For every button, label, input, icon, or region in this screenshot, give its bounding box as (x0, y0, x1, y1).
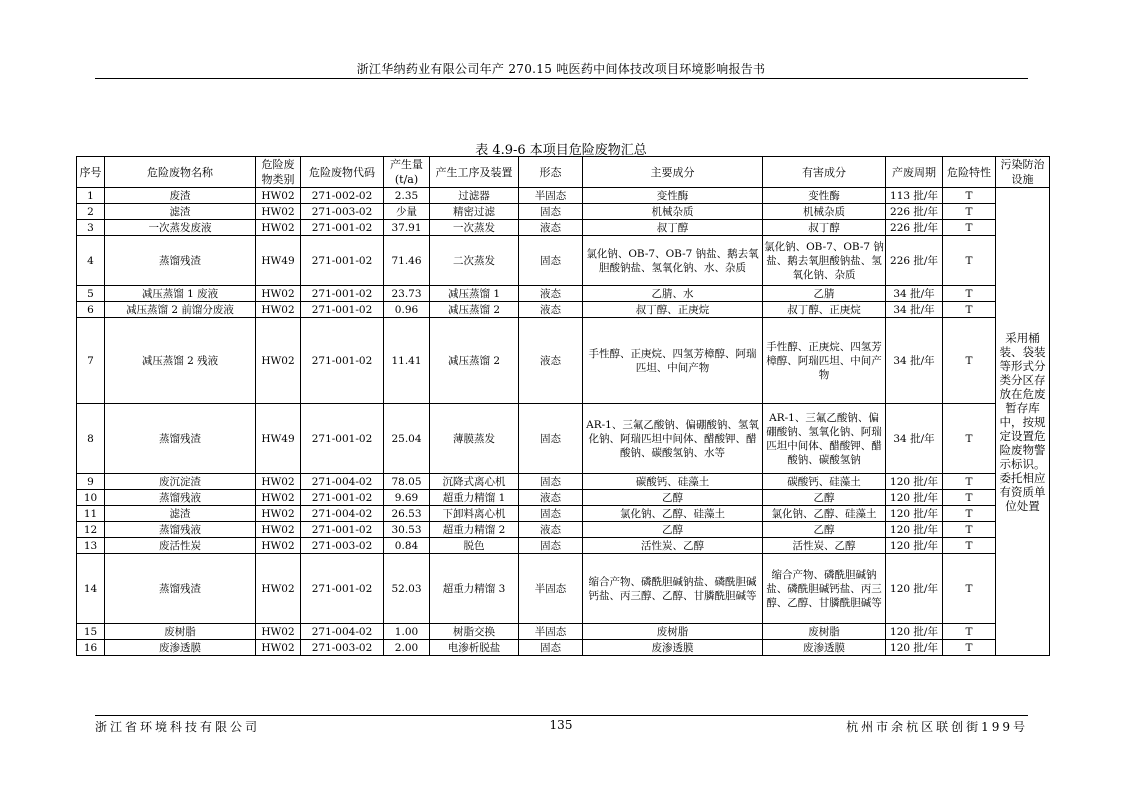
cell-form: 固态 (519, 404, 583, 474)
col-header-process: 产生工序及装置 (430, 157, 519, 188)
col-header-code: 危险废物代码 (301, 157, 384, 188)
cell-harmful: 乙醇 (763, 490, 886, 506)
cell-harmful: 碳酸钙、硅藻土 (763, 474, 886, 490)
cell-no: 6 (77, 302, 105, 318)
cell-no: 16 (77, 640, 105, 656)
cell-hazard: T (943, 204, 996, 220)
cell-category: HW02 (256, 286, 301, 302)
footer-address: 杭州市余杭区联创街199号 (846, 720, 1028, 734)
cell-no: 1 (77, 188, 105, 204)
cell-harmful: 氯化钠、OB-7、OB-7 钠盐、鹅去氧胆酸钠盐、氢氧化钠、杂质 (763, 236, 886, 286)
cell-hazard: T (943, 640, 996, 656)
cell-hazard: T (943, 404, 996, 474)
cell-cycle: 120 批/年 (886, 506, 943, 522)
col-header-form: 形态 (519, 157, 583, 188)
cell-main: 废渗透膜 (583, 640, 763, 656)
cell-process: 过滤器 (430, 188, 519, 204)
cell-process: 超重力精馏 1 (430, 490, 519, 506)
cell-category: HW02 (256, 302, 301, 318)
cell-name: 蒸馏残渣 (105, 236, 256, 286)
cell-main: 手性醇、正庚烷、四氢芳樟醇、阿瑞匹坦、中间产物 (583, 318, 763, 404)
page-number: 135 (549, 718, 573, 732)
col-header-category: 危险废物类别 (256, 157, 301, 188)
cell-main: 碳酸钙、硅藻土 (583, 474, 763, 490)
cell-cycle: 120 批/年 (886, 640, 943, 656)
cell-name: 废沉淀渣 (105, 474, 256, 490)
cell-hazard: T (943, 286, 996, 302)
cell-amount: 23.73 (384, 286, 430, 302)
cell-form: 液态 (519, 220, 583, 236)
cell-category: HW02 (256, 538, 301, 554)
cell-category: HW49 (256, 404, 301, 474)
cell-no: 15 (77, 624, 105, 640)
cell-no: 9 (77, 474, 105, 490)
cell-amount: 1.00 (384, 624, 430, 640)
cell-name: 废活性炭 (105, 538, 256, 554)
cell-hazard: T (943, 474, 996, 490)
cell-code: 271-001-02 (301, 236, 384, 286)
cell-cycle: 120 批/年 (886, 538, 943, 554)
table-row (77, 624, 1050, 640)
hazardous-waste-table (76, 156, 1050, 656)
cell-form: 固态 (519, 640, 583, 656)
cell-form: 半固态 (519, 188, 583, 204)
cell-code: 271-003-02 (301, 204, 384, 220)
cell-process: 沉降式离心机 (430, 474, 519, 490)
cell-form: 固态 (519, 236, 583, 286)
cell-category: HW02 (256, 624, 301, 640)
cell-harmful: 活性炭、乙醇 (763, 538, 886, 554)
cell-name: 蒸馏残渣 (105, 554, 256, 624)
cell-harmful: 废树脂 (763, 624, 886, 640)
table-row (77, 286, 1050, 302)
cell-no: 8 (77, 404, 105, 474)
table-row (77, 302, 1050, 318)
cell-hazard: T (943, 490, 996, 506)
cell-main: 氯化钠、乙醇、硅藻土 (583, 506, 763, 522)
cell-cycle: 120 批/年 (886, 554, 943, 624)
cell-category: HW02 (256, 188, 301, 204)
cell-process: 减压蒸馏 2 (430, 302, 519, 318)
cell-category: HW02 (256, 474, 301, 490)
cell-form: 半固态 (519, 554, 583, 624)
cell-category: HW02 (256, 220, 301, 236)
cell-amount: 11.41 (384, 318, 430, 404)
col-header-no: 序号 (77, 157, 105, 188)
cell-harmful: 手性醇、正庚烷、四氢芳樟醇、阿瑞匹坦、中间产物 (763, 318, 886, 404)
table-row (77, 318, 1050, 404)
cell-harmful: 叔丁醇、正庚烷 (763, 302, 886, 318)
cell-category: HW02 (256, 506, 301, 522)
cell-main: 乙醇 (583, 490, 763, 506)
cell-form: 固态 (519, 506, 583, 522)
cell-name: 滤渣 (105, 506, 256, 522)
cell-cycle: 120 批/年 (886, 624, 943, 640)
cell-cycle: 226 批/年 (886, 220, 943, 236)
cell-amount: 26.53 (384, 506, 430, 522)
cell-hazard: T (943, 236, 996, 286)
cell-code: 271-002-02 (301, 188, 384, 204)
table-row (77, 474, 1050, 490)
cell-hazard: T (943, 302, 996, 318)
cell-amount: 少量 (384, 204, 430, 220)
cell-category: HW02 (256, 490, 301, 506)
cell-code: 271-001-02 (301, 404, 384, 474)
cell-process: 电渗析脱盐 (430, 640, 519, 656)
cell-code: 271-001-02 (301, 490, 384, 506)
cell-form: 固态 (519, 538, 583, 554)
footer-company: 浙江省环境科技有限公司 (95, 720, 261, 734)
cell-amount: 30.53 (384, 522, 430, 538)
cell-form: 半固态 (519, 624, 583, 640)
cell-process: 超重力精馏 3 (430, 554, 519, 624)
cell-process: 减压蒸馏 2 (430, 318, 519, 404)
cell-code: 271-001-02 (301, 554, 384, 624)
col-header-hazard: 危险特性 (943, 157, 996, 188)
cell-main: 叔丁醇 (583, 220, 763, 236)
cell-category: HW02 (256, 318, 301, 404)
cell-no: 4 (77, 236, 105, 286)
page-header-title: 浙江华纳药业有限公司年产 270.15 吨医药中间体技改项目环境影响报告书 (356, 62, 766, 76)
cell-code: 271-001-02 (301, 220, 384, 236)
cell-category: HW02 (256, 204, 301, 220)
cell-process: 一次蒸发 (430, 220, 519, 236)
cell-no: 12 (77, 522, 105, 538)
cell-main: 机械杂质 (583, 204, 763, 220)
cell-harmful: 氯化钠、乙醇、硅藻土 (763, 506, 886, 522)
cell-harmful: 机械杂质 (763, 204, 886, 220)
cell-amount: 25.04 (384, 404, 430, 474)
table-row (77, 236, 1050, 286)
cell-form: 液态 (519, 286, 583, 302)
cell-main: 乙醇 (583, 522, 763, 538)
col-header-main: 主要成分 (583, 157, 763, 188)
cell-no: 2 (77, 204, 105, 220)
table-row (77, 640, 1050, 656)
cell-category: HW49 (256, 236, 301, 286)
cell-name: 废渗透膜 (105, 640, 256, 656)
cell-cycle: 226 批/年 (886, 236, 943, 286)
cell-main: 乙腈、水 (583, 286, 763, 302)
cell-form: 固态 (519, 474, 583, 490)
cell-name: 滤渣 (105, 204, 256, 220)
cell-code: 271-003-02 (301, 538, 384, 554)
cell-code: 271-003-02 (301, 640, 384, 656)
cell-no: 7 (77, 318, 105, 404)
cell-name: 废树脂 (105, 624, 256, 640)
cell-name: 蒸馏残渣 (105, 404, 256, 474)
cell-hazard: T (943, 318, 996, 404)
table-row (77, 404, 1050, 474)
cell-main: 废树脂 (583, 624, 763, 640)
cell-cycle: 34 批/年 (886, 318, 943, 404)
cell-name: 废渣 (105, 188, 256, 204)
cell-hazard: T (943, 220, 996, 236)
cell-form: 液态 (519, 318, 583, 404)
cell-hazard: T (943, 538, 996, 554)
cell-harmful: 叔丁醇 (763, 220, 886, 236)
col-header-name: 危险废物名称 (105, 157, 256, 188)
cell-cycle: 120 批/年 (886, 490, 943, 506)
cell-code: 271-001-02 (301, 286, 384, 302)
cell-name: 减压蒸馏 2 残液 (105, 318, 256, 404)
cell-no: 11 (77, 506, 105, 522)
table-row (77, 522, 1050, 538)
cell-amount: 2.35 (384, 188, 430, 204)
cell-no: 3 (77, 220, 105, 236)
cell-main: 变性酶 (583, 188, 763, 204)
cell-no: 5 (77, 286, 105, 302)
cell-category: HW02 (256, 554, 301, 624)
cell-main: 氯化钠、OB-7、OB-7 钠盐、鹅去氧胆酸钠盐、氢氧化钠、水、杂质 (583, 236, 763, 286)
table-row (77, 204, 1050, 220)
cell-form: 固态 (519, 204, 583, 220)
cell-code: 271-001-02 (301, 302, 384, 318)
cell-hazard: T (943, 522, 996, 538)
col-header-amount: 产生量(t/a) (384, 157, 430, 188)
table-caption: 表 4.9-6 本项目危险废物汇总 (475, 143, 647, 158)
cell-amount: 0.96 (384, 302, 430, 318)
cell-cycle: 34 批/年 (886, 302, 943, 318)
table-row (77, 220, 1050, 236)
col-header-disposal: 污染防治设施 (996, 157, 1050, 188)
cell-amount: 2.00 (384, 640, 430, 656)
table-header-row (77, 157, 1050, 188)
table-row (77, 554, 1050, 624)
cell-amount: 9.69 (384, 490, 430, 506)
cell-code: 271-004-02 (301, 506, 384, 522)
cell-amount: 0.84 (384, 538, 430, 554)
cell-no: 13 (77, 538, 105, 554)
cell-hazard: T (943, 506, 996, 522)
cell-harmful: 乙醇 (763, 522, 886, 538)
cell-process: 精密过滤 (430, 204, 519, 220)
cell-main: AR-1、三氟乙酸钠、偏硼酸钠、氢氧化钠、阿瑞匹坦中间体、醋酸钾、醋酸钠、碳酸氢钠、水等 (583, 404, 763, 474)
cell-name: 蒸馏残液 (105, 522, 256, 538)
cell-hazard: T (943, 188, 996, 204)
cell-code: 271-004-02 (301, 474, 384, 490)
cell-code: 271-001-02 (301, 318, 384, 404)
cell-amount: 71.46 (384, 236, 430, 286)
cell-amount: 52.03 (384, 554, 430, 624)
table-row (77, 490, 1050, 506)
cell-main: 活性炭、乙醇 (583, 538, 763, 554)
cell-code: 271-001-02 (301, 522, 384, 538)
col-header-cycle: 产废周期 (886, 157, 943, 188)
table-row (77, 538, 1050, 554)
cell-form: 液态 (519, 522, 583, 538)
cell-cycle: 34 批/年 (886, 286, 943, 302)
cell-process: 薄膜蒸发 (430, 404, 519, 474)
cell-harmful: AR-1、三氟乙酸钠、偏硼酸钠、氢氧化钠、阿瑞匹坦中间体、醋酸钾、醋酸钠、碳酸氢钠 (763, 404, 886, 474)
cell-process: 脱色 (430, 538, 519, 554)
cell-disposal: 采用桶装、袋装等形式分类分区存放在危废暂存库中，按规定设置危险废物警示标识。委托相应有资质单位处置 (996, 188, 1050, 656)
cell-main: 缩合产物、磷酰胆碱钠盐、磷酰胆碱钙盐、丙三醇、乙醇、甘膦酰胆碱等 (583, 554, 763, 624)
cell-hazard: T (943, 624, 996, 640)
cell-harmful: 乙腈 (763, 286, 886, 302)
cell-category: HW02 (256, 640, 301, 656)
cell-process: 树脂交换 (430, 624, 519, 640)
cell-code: 271-004-02 (301, 624, 384, 640)
cell-cycle: 34 批/年 (886, 404, 943, 474)
table-row (77, 188, 1050, 204)
cell-process: 下卸料离心机 (430, 506, 519, 522)
cell-category: HW02 (256, 522, 301, 538)
cell-form: 液态 (519, 490, 583, 506)
cell-name: 蒸馏残液 (105, 490, 256, 506)
cell-harmful: 废渗透膜 (763, 640, 886, 656)
table-row (77, 506, 1050, 522)
header-divider (95, 78, 1028, 79)
cell-cycle: 120 批/年 (886, 522, 943, 538)
cell-process: 超重力精馏 2 (430, 522, 519, 538)
cell-amount: 37.91 (384, 220, 430, 236)
footer-divider (95, 715, 1028, 716)
cell-name: 一次蒸发废液 (105, 220, 256, 236)
cell-main: 叔丁醇、正庚烷 (583, 302, 763, 318)
cell-name: 减压蒸馏 1 废液 (105, 286, 256, 302)
cell-harmful: 变性酶 (763, 188, 886, 204)
cell-cycle: 226 批/年 (886, 204, 943, 220)
col-header-harmful: 有害成分 (763, 157, 886, 188)
cell-amount: 78.05 (384, 474, 430, 490)
cell-process: 二次蒸发 (430, 236, 519, 286)
cell-harmful: 缩合产物、磷酰胆碱钠盐、磷酰胆碱钙盐、丙三醇、乙醇、甘膦酰胆碱等 (763, 554, 886, 624)
cell-name: 减压蒸馏 2 前馏分废液 (105, 302, 256, 318)
cell-cycle: 113 批/年 (886, 188, 943, 204)
cell-process: 减压蒸馏 1 (430, 286, 519, 302)
cell-hazard: T (943, 554, 996, 624)
cell-cycle: 120 批/年 (886, 474, 943, 490)
cell-no: 10 (77, 490, 105, 506)
cell-no: 14 (77, 554, 105, 624)
cell-form: 液态 (519, 302, 583, 318)
